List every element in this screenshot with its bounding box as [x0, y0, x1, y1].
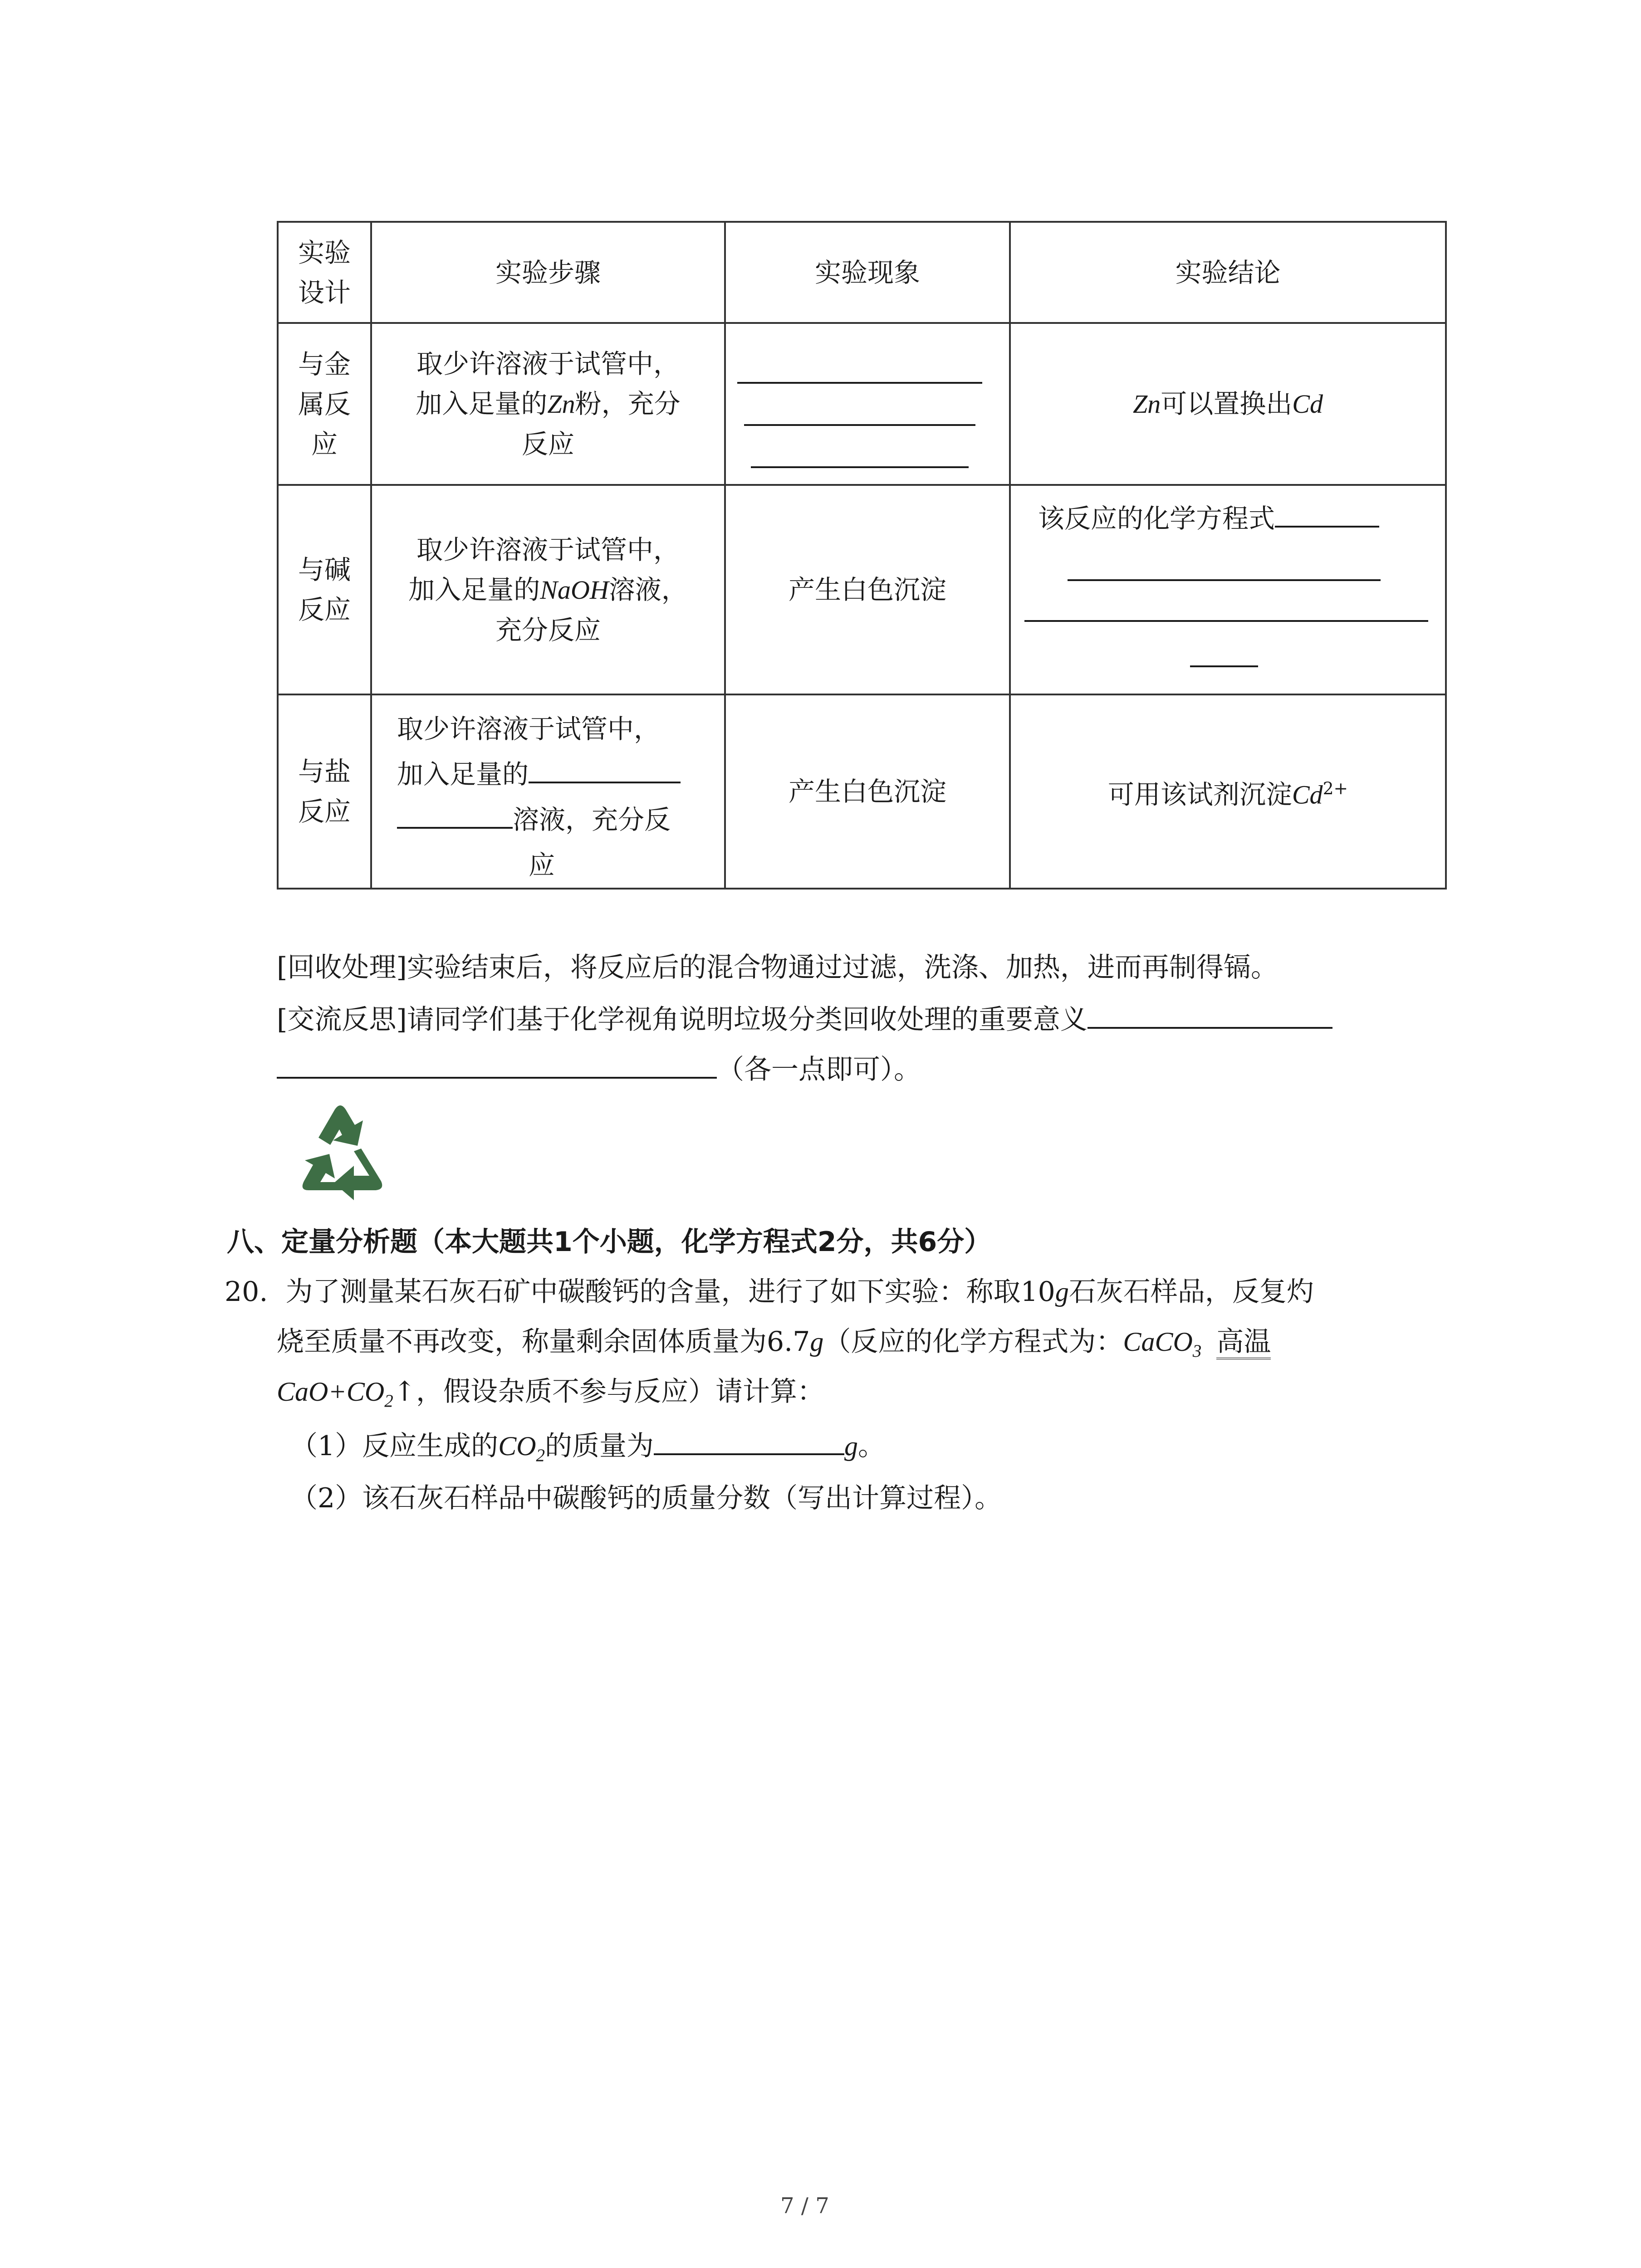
row1-phenomenon-blank[interactable]: [744, 424, 975, 426]
row1-phenomenon-blank[interactable]: [737, 382, 982, 384]
reagent-blank[interactable]: [397, 804, 513, 829]
row3-steps: 取少许溶液于试管中， 加入足量的 溶液，充分反 应: [397, 706, 681, 888]
question-20-line3: $CaO+CO_2↑$，假设杂质不参与反应）请计算：: [277, 1376, 824, 1411]
row2-conclusion: 该反应的化学方程式: [1038, 499, 1379, 538]
reflection-line2: （各一点即可）。: [277, 1048, 921, 1091]
row1-design: 与金 属反 应: [298, 348, 351, 459]
table-border: [1445, 221, 1447, 890]
equation-blank[interactable]: [1190, 665, 1258, 667]
table-border: [277, 888, 1447, 890]
reflection-blank[interactable]: [277, 1050, 717, 1079]
question-20-line2: 烧至质量不再改变，称量剩余固体质量为6.7g（反应的化学方程式为：CaCO$_3$ 高温: [277, 1326, 1271, 1361]
co2-mass-blank[interactable]: [654, 1426, 844, 1455]
question-20-part1: （1）反应生成的$CO_2$的质量为 g。: [290, 1424, 885, 1477]
reflection-blank[interactable]: [1087, 1000, 1332, 1029]
header-phenomenon: 实验现象: [814, 257, 920, 288]
row1-steps: 取少许溶液于试管中， 加入足量的Zn粉，充分 反应: [416, 348, 681, 459]
row3-phenomenon: 产生白色沉淀: [788, 776, 946, 807]
page-number: 7 / 7: [780, 2193, 829, 2219]
reflection-paragraph: [交流反思]请同学们基于化学视角说明垃圾分类回收处理的重要意义: [277, 998, 1332, 1041]
equation-blank[interactable]: [1068, 579, 1381, 581]
header-conclusion: 实验结论: [1175, 257, 1281, 288]
header-steps: 实验步骤: [495, 257, 601, 288]
row3-design: 与盐 反应: [298, 756, 351, 827]
section-heading: 八、定量分析题（本大题共1个小题，化学方程式2分，共6分）: [227, 1226, 992, 1258]
question-20-part2: （2）该石灰石样品中碳酸钙的质量分数（写出计算过程）。: [290, 1482, 1002, 1514]
row1-conclusion: Zn可以置换出Cd: [1133, 388, 1323, 419]
row2-design: 与碱 反应: [298, 554, 351, 625]
row2-phenomenon: 产生白色沉淀: [788, 574, 946, 605]
row3-conclusion: 可用该试剂沉淀$Cd^{2+}$: [1107, 778, 1348, 810]
recycle-paragraph: [回收处理]实验结束后，将反应后的混合物通过过滤，洗涤、加热，进而再制得镉。: [277, 952, 1278, 983]
question-20: 20. 为了测量某石灰石矿中碳酸钙的含量，进行了如下实验：称取10g石灰石样品，反复灼: [225, 1276, 1314, 1308]
recycle-icon: [281, 1093, 399, 1207]
reagent-blank[interactable]: [529, 759, 681, 783]
header-design: 实验 设计: [298, 237, 351, 308]
row1-phenomenon-blank[interactable]: [751, 466, 969, 468]
experiment-table: [277, 221, 1447, 890]
row2-steps: 取少许溶液于试管中， 加入足量的NaOH溶液， 充分反应: [408, 534, 688, 645]
equation-blank[interactable]: [1024, 620, 1428, 622]
equation-blank[interactable]: [1275, 503, 1379, 528]
